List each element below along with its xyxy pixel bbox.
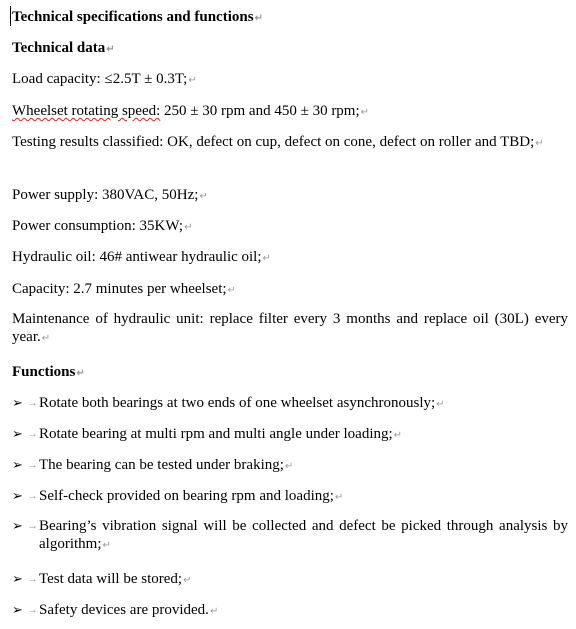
bullet-arrow-icon: ➢ xyxy=(12,488,23,503)
spec-testing-results[interactable] xyxy=(12,133,568,153)
spec-label: Maintenance of hydraulic unit: xyxy=(12,311,204,327)
function-text: Safety devices are provided. xyxy=(39,602,209,618)
technical-data-heading-text: Technical data xyxy=(12,40,106,56)
technical-data-heading[interactable] xyxy=(12,39,568,59)
bullet-arrow-icon: ➢ xyxy=(12,457,23,472)
bullet-arrow-icon: ➢ xyxy=(12,602,23,617)
spec-value: 250 ± 30 rpm and 450 ± 30 rpm; xyxy=(164,103,360,119)
tab-mark: → xyxy=(27,520,38,532)
paragraph-mark: ↵ xyxy=(188,75,197,86)
spec-label: Power supply: xyxy=(12,187,99,203)
spec-hydraulic-oil[interactable] xyxy=(12,248,568,268)
spec-value: 2.7 minutes per wheelset; xyxy=(73,281,227,297)
paragraph-mark: ↵ xyxy=(360,107,370,118)
paragraph-mark: ↵ xyxy=(535,138,544,149)
function-item[interactable] xyxy=(12,487,568,507)
function-item[interactable] xyxy=(12,394,568,414)
function-text: Rotate bearing at multi rpm and multi angle under loading; xyxy=(39,426,393,442)
functions-heading[interactable] xyxy=(12,363,568,383)
function-item[interactable] xyxy=(12,517,568,555)
spec-value: 46# antiwear hydraulic oil; xyxy=(99,249,262,265)
spec-capacity[interactable] xyxy=(12,280,568,300)
paragraph-mark: ↵ xyxy=(262,253,271,264)
tab-mark: → xyxy=(27,604,38,616)
paragraph-mark: ↵ xyxy=(102,540,111,551)
functions-heading-text: Functions xyxy=(12,364,76,380)
spec-label: Testing results classified: xyxy=(12,134,164,150)
function-text: Test data will be stored; xyxy=(39,571,183,587)
paragraph-mark: ↵ xyxy=(41,333,51,344)
tab-mark: → xyxy=(27,459,38,471)
paragraph-mark: ↵ xyxy=(184,222,193,233)
function-text: Bearing’s vibration signal will be collected and defect be picked through analysis by algorithm; xyxy=(39,518,568,552)
spec-power-supply[interactable] xyxy=(12,186,568,206)
paragraph-mark: ↵ xyxy=(436,399,445,410)
spec-label: Load capacity: xyxy=(12,71,101,87)
function-item[interactable] xyxy=(12,425,568,445)
paragraph-mark: ↵ xyxy=(334,492,344,503)
paragraph-mark: ↵ xyxy=(227,285,236,296)
spec-label: Power consumption: xyxy=(12,218,136,234)
paragraph-mark: ↵ xyxy=(393,430,403,441)
tab-mark: → xyxy=(27,397,38,409)
function-text: Rotate both bearings at two ends of one wheelset asynchronously; xyxy=(39,395,436,411)
tab-mark: → xyxy=(27,428,38,440)
paragraph-mark: ↵ xyxy=(209,606,219,617)
spec-label: Hydraulic oil: xyxy=(12,249,96,265)
bullet-arrow-icon: ➢ xyxy=(12,518,23,533)
text-cursor xyxy=(10,6,11,26)
function-item[interactable] xyxy=(12,456,568,476)
spec-label: Capacity: xyxy=(12,281,70,297)
bullet-arrow-icon: ➢ xyxy=(12,426,23,441)
tab-mark: → xyxy=(27,490,38,502)
paragraph-mark: ↵ xyxy=(199,191,208,202)
paragraph-mark: ↵ xyxy=(106,44,115,55)
spec-wheelset-rotating-speed[interactable] xyxy=(12,102,568,122)
function-item[interactable] xyxy=(12,601,568,621)
spec-maintenance[interactable] xyxy=(12,310,568,348)
function-text: Self-check provided on bearing rpm and loading; xyxy=(39,488,334,504)
spec-label: Wheelset rotating speed: xyxy=(12,103,161,119)
spec-value: 35KW; xyxy=(139,218,184,234)
paragraph-mark: ↵ xyxy=(284,461,294,472)
spec-value: OK, defect on cup, defect on cone, defect on roller and TBD; xyxy=(167,134,535,150)
spec-value: ≤2.5T ± 0.3T; xyxy=(104,71,188,87)
bullet-arrow-icon: ➢ xyxy=(12,571,23,586)
function-text: The bearing can be tested under braking; xyxy=(39,457,284,473)
spec-power-consumption[interactable] xyxy=(12,217,568,237)
heading-text: Technical specifications and functions xyxy=(12,9,254,25)
bullet-arrow-icon: ➢ xyxy=(12,395,23,410)
function-item[interactable] xyxy=(12,570,568,590)
paragraph-mark: ↵ xyxy=(254,13,263,24)
spec-value: replace filter every 3 months and replace oil (30L) every year. xyxy=(12,311,569,345)
document-heading[interactable] xyxy=(12,8,568,28)
tab-mark: → xyxy=(27,573,38,585)
paragraph-mark: ↵ xyxy=(76,368,85,379)
spec-load-capacity[interactable] xyxy=(12,70,568,90)
spec-value: 380VAC, 50Hz; xyxy=(102,187,199,203)
paragraph-mark: ↵ xyxy=(183,575,192,586)
